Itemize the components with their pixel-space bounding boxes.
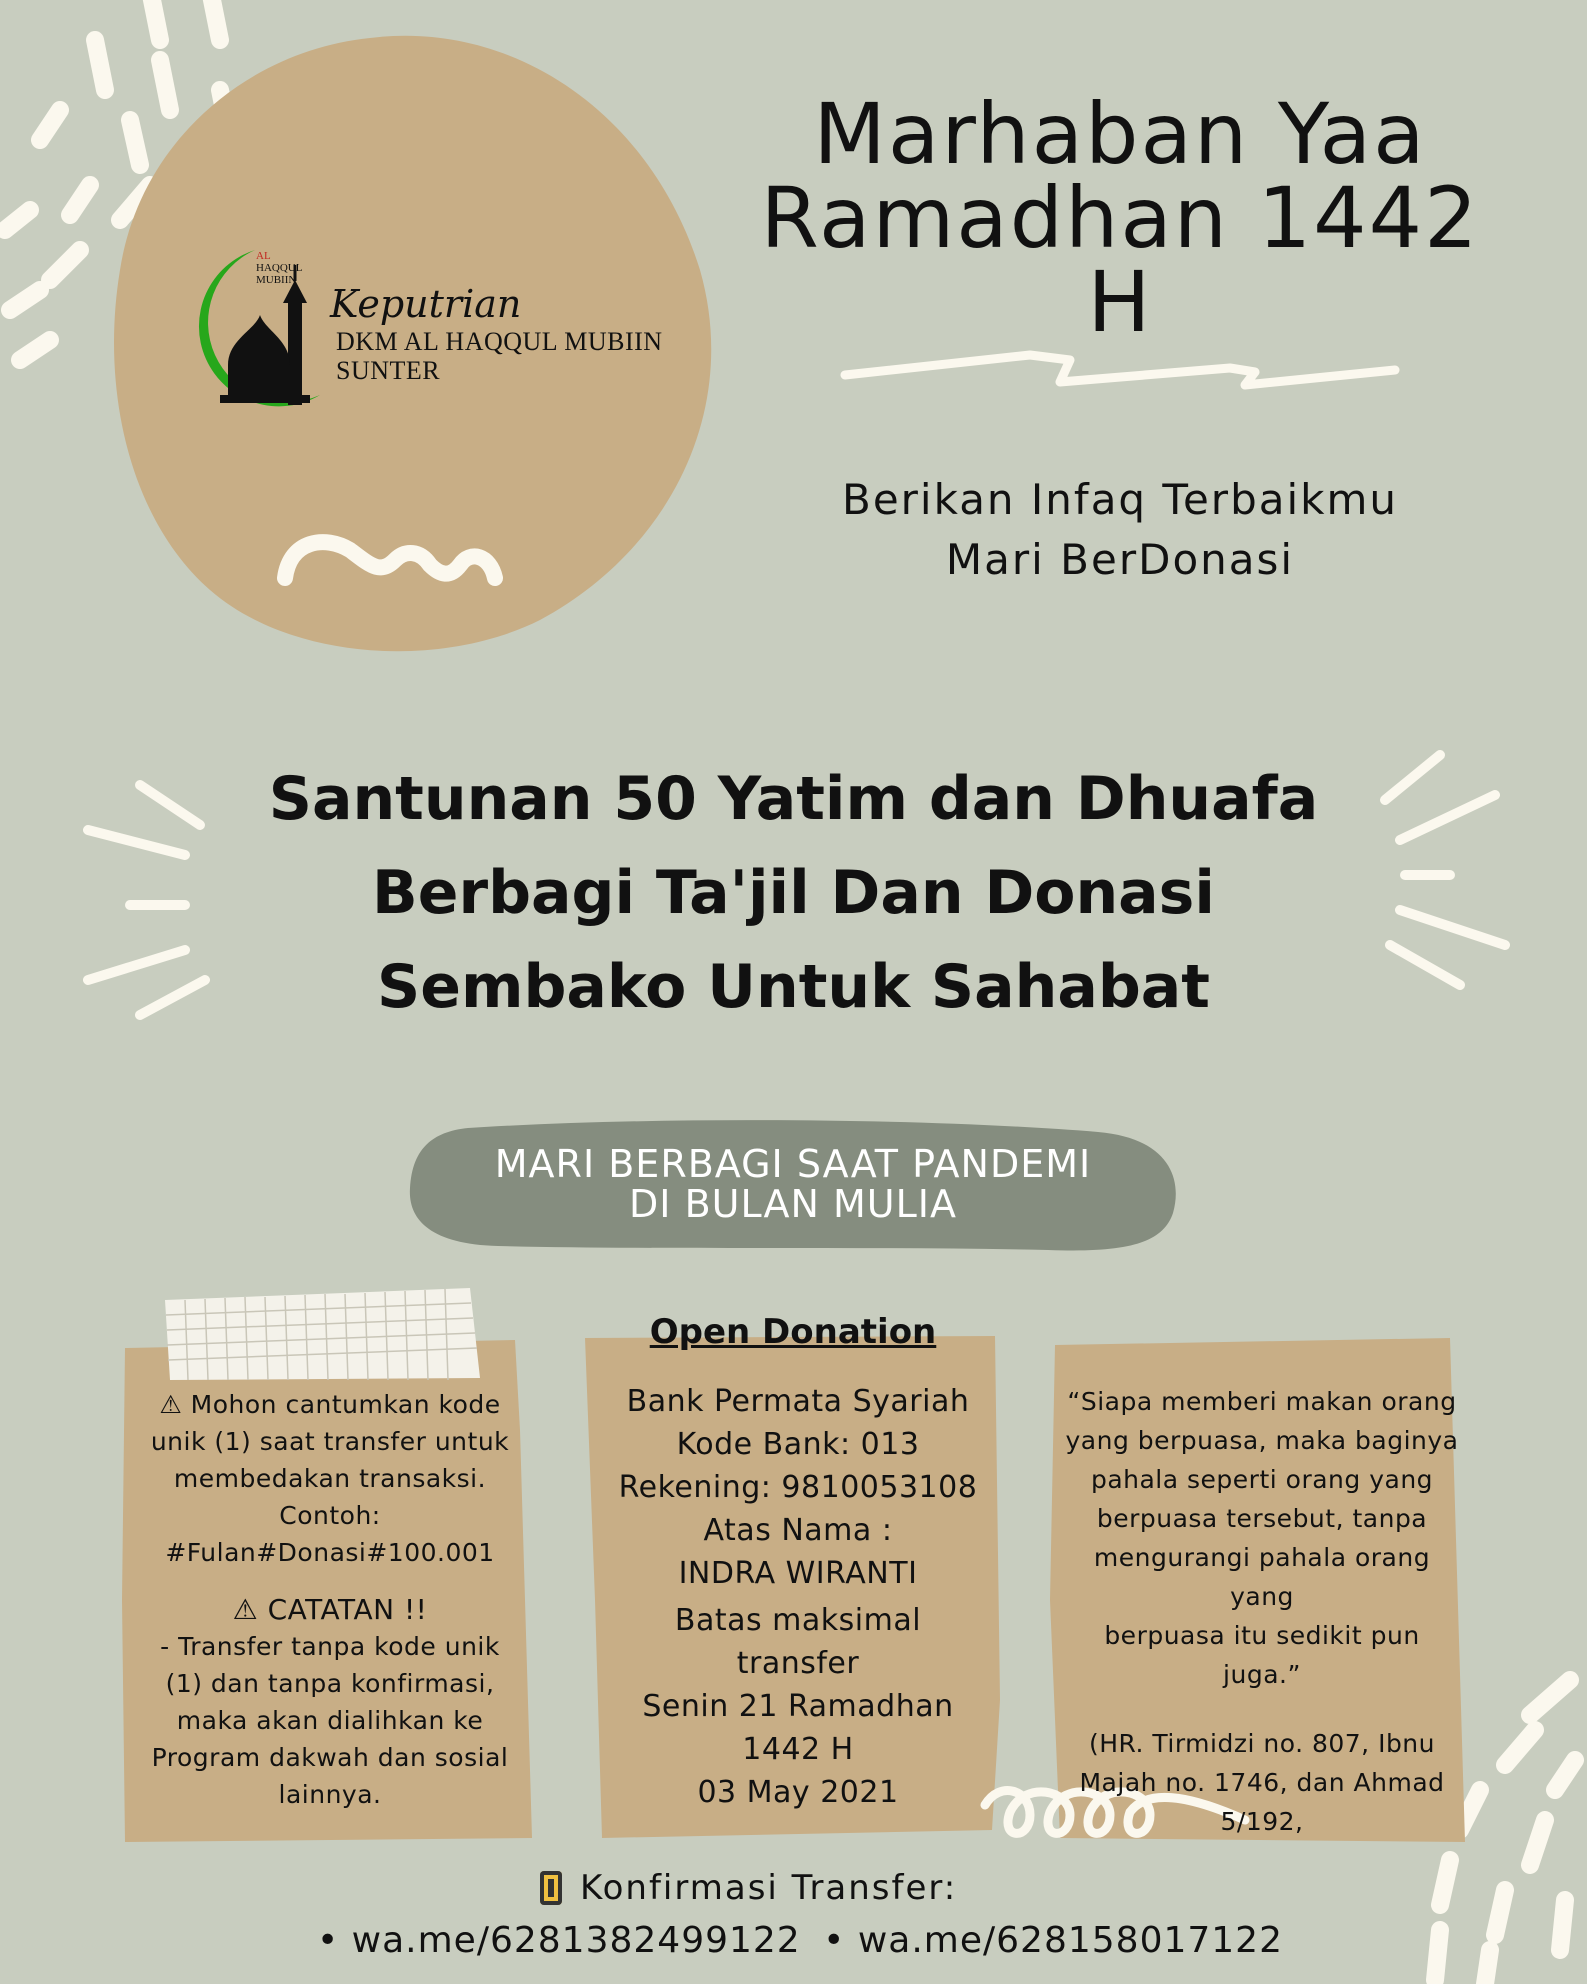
note-line: maka akan dialihkan ke xyxy=(176,1706,484,1735)
note-line: - Transfer tanpa kode unik xyxy=(160,1632,500,1661)
banner-line-2: DI BULAN MULIA xyxy=(629,1182,957,1226)
hadith-source: Majah no. 1746, dan Ahmad xyxy=(1079,1768,1445,1797)
headline-line-1: Santunan 50 Yatim dan Dhuafa xyxy=(268,764,1319,834)
program-headline xyxy=(200,752,1387,1034)
hadith-source: 5/192, xyxy=(1220,1807,1304,1836)
logo-org-name: DKM AL HAQQUL MUBIIN xyxy=(336,327,663,356)
deadline-date: 03 May 2021 xyxy=(697,1775,899,1810)
headline-line-2: Berbagi Ta'jil Dan Donasi xyxy=(372,858,1215,928)
banner-line-1: MARI BERBAGI SAAT PANDEMI xyxy=(494,1142,1092,1186)
logo-mini-mubiin: MUBIIN xyxy=(256,274,297,286)
bank-code: Kode Bank: 013 xyxy=(676,1427,920,1462)
note-line: Contoh: xyxy=(279,1501,381,1530)
account-number: Rekening: 9810053108 xyxy=(618,1470,978,1505)
logo-keputrian: Keputrian xyxy=(330,282,522,326)
logo-org-location: SUNTER xyxy=(336,356,441,385)
account-holder-name: INDRA WIRANTI xyxy=(678,1556,918,1591)
hadith-card xyxy=(1062,1382,1462,1841)
left-burst-lines xyxy=(88,785,205,1015)
deadline-line: 1442 H xyxy=(742,1732,854,1767)
note-line: lainnya. xyxy=(278,1780,382,1809)
whatsapp-link-1[interactable]: • wa.me/6281382499122 xyxy=(316,1920,801,1961)
note-line: membedakan transaksi. xyxy=(173,1464,487,1493)
note-line: Program dakwah dan sosial xyxy=(151,1743,509,1772)
hadith-line: mengurangi pahala orang yang xyxy=(1093,1543,1431,1611)
note-example: #Fulan#Donasi#100.001 xyxy=(165,1538,495,1567)
headline-line-3: Sembako Untuk Sahabat xyxy=(377,952,1210,1022)
hadith-line: “Siapa memberi makan orang xyxy=(1067,1387,1457,1416)
mosque-logo-icon xyxy=(170,245,330,415)
hadith-source: (HR. Tirmidzi no. 807, Ibnu xyxy=(1088,1729,1436,1758)
hadith-line: pahala seperti orang yang xyxy=(1090,1465,1434,1494)
tape-icon xyxy=(165,1288,480,1380)
page-title xyxy=(760,85,1480,351)
note-line: ⚠ Mohon cantumkan kode xyxy=(159,1390,501,1419)
whatsapp-links xyxy=(300,1920,1300,1961)
phone-icon xyxy=(540,1871,562,1905)
note-line: unik (1) saat transfer untuk xyxy=(150,1427,510,1456)
logo-mini-al: AL xyxy=(256,250,271,262)
banner-text xyxy=(408,1144,1178,1224)
hadith-line: berpuasa itu sedikit pun juga.” xyxy=(1104,1621,1420,1689)
confirm-label: Konfirmasi Transfer: xyxy=(580,1868,958,1908)
donation-title: Open Donation xyxy=(649,1312,937,1352)
note-line: (1) dan tanpa konfirmasi, xyxy=(165,1669,495,1698)
title-underline-squiggle xyxy=(845,355,1395,385)
hadith-line: yang berpuasa, maka baginya xyxy=(1065,1426,1459,1455)
whatsapp-link-2[interactable]: • wa.me/628158017122 xyxy=(823,1920,1283,1961)
deadline-line: Senin 21 Ramadhan xyxy=(642,1689,954,1724)
deadline-line: Batas maksimal xyxy=(674,1603,922,1638)
title-line-1: Marhaban Yaa xyxy=(813,85,1427,183)
subtitle-line-1: Berikan Infaq Terbaikmu xyxy=(842,475,1398,524)
deadline-line: transfer xyxy=(736,1646,860,1681)
subtitle xyxy=(780,470,1460,590)
account-holder-label: Atas Nama : xyxy=(703,1513,893,1548)
donation-card xyxy=(600,1380,996,1814)
title-line-2: Ramadhan 1442 H xyxy=(760,169,1480,351)
note-warning-title: ⚠ CATATAN !! xyxy=(232,1593,428,1626)
note-card xyxy=(130,1386,530,1813)
right-burst-lines xyxy=(1385,755,1505,985)
hadith-line: berpuasa tersebut, tanpa xyxy=(1096,1504,1428,1533)
logo-mini-haqqul: HAQQUL xyxy=(256,262,303,274)
confirm-transfer xyxy=(540,1868,1100,1908)
subtitle-line-2: Mari BerDonasi xyxy=(945,535,1295,584)
bank-name: Bank Permata Syariah xyxy=(626,1384,970,1419)
